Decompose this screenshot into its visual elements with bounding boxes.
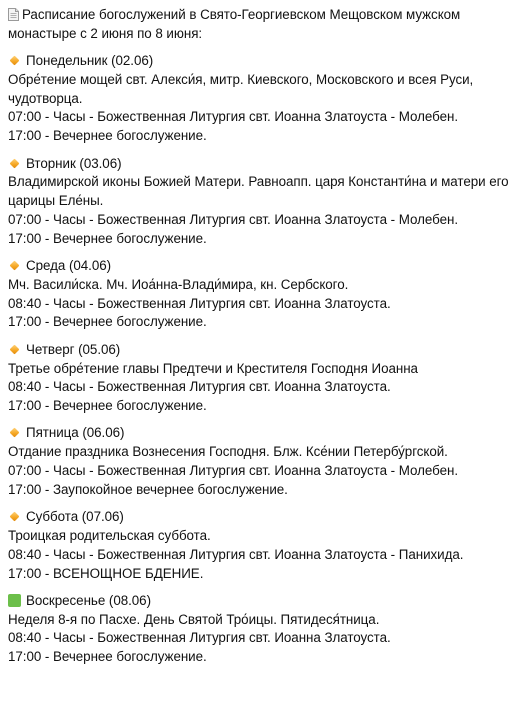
feast-description: Третье обре́тение главы Предтечи и Крестителя Господня Иоанна — [8, 360, 418, 376]
orange-diamond-icon — [10, 428, 20, 438]
service-line: 17:00 - Вечернее богослужение. — [8, 230, 207, 246]
day-block — [8, 508, 525, 583]
day-block — [8, 52, 525, 146]
day-block — [8, 155, 525, 249]
service-line: 08:40 - Часы - Божественная Литургия свт. Иоанна Златоуста. — [8, 630, 391, 646]
service-line: 17:00 - Вечернее богослужение. — [8, 128, 207, 144]
services-list — [8, 629, 525, 667]
day-label: Воскресенье (08.06) — [26, 592, 151, 608]
days-list — [8, 52, 525, 667]
service-line: 17:00 - Вечернее богослужение. — [8, 314, 207, 330]
service-line: 07:00 - Часы - Божественная Литургия свт. Иоанна Златоуста - Молебен. — [8, 109, 458, 125]
service-line: 17:00 - ВСЕНОЩНОЕ БДЕНИЕ. — [8, 565, 204, 581]
service-line: 08:40 - Часы - Божественная Литургия свт. Иоанна Златоуста. — [8, 295, 391, 311]
service-line: 07:00 - Часы - Божественная Литургия свт. Иоанна Златоуста - Молебен. — [8, 463, 458, 479]
feast-description: Обре́тение мощей свт. Алекси́я, митр. Киевского, Московского и всея Руси, чудотворца. — [8, 71, 474, 106]
document-icon — [8, 8, 19, 21]
services-list — [8, 546, 525, 584]
schedule-title — [8, 6, 525, 44]
day-block — [8, 424, 525, 499]
services-list — [8, 211, 525, 249]
service-line: 17:00 - Вечернее богослужение. — [8, 649, 207, 665]
services-list — [8, 462, 525, 500]
service-line: 08:40 - Часы - Божественная Литургия свт. Иоанна Златоуста - Панихида. — [8, 546, 464, 562]
feast-description: Владимирской иконы Божией Матери. Равноапп. царя Константи́на и матери его царицы Еле́ны. — [8, 174, 509, 209]
orange-diamond-icon — [10, 344, 20, 354]
day-label: Суббота (07.06) — [26, 509, 124, 525]
services-list — [8, 295, 525, 333]
service-line: 08:40 - Часы - Божественная Литургия свт. Иоанна Златоуста. — [8, 379, 391, 395]
orange-diamond-icon — [10, 56, 20, 66]
day-heading — [8, 592, 525, 611]
day-label: Вторник (03.06) — [26, 155, 122, 171]
day-block — [8, 257, 525, 332]
service-line: 17:00 - Вечернее богослужение. — [8, 398, 207, 414]
feast-description: Неделя 8-я по Пасхе. День Святой Тро́ицы. Пятидеся́тница. — [8, 611, 380, 627]
day-heading — [8, 341, 525, 360]
day-heading — [8, 424, 525, 443]
day-heading — [8, 508, 525, 527]
day-label: Пятница (06.06) — [26, 425, 125, 441]
orange-diamond-icon — [10, 158, 20, 168]
day-label: Среда (04.06) — [26, 258, 112, 274]
service-line: 07:00 - Часы - Божественная Литургия свт. Иоанна Златоуста - Молебен. — [8, 211, 458, 227]
orange-diamond-icon — [10, 512, 20, 522]
schedule-title-text: Расписание богослужений в Свято-Георгиевском Мещовском мужском монастыре с 2 июня по 8 июня: — [8, 7, 461, 41]
services-list — [8, 108, 525, 146]
feast-description: Отдание праздника Вознесения Господня. Блж. Ксе́нии Петербу́ргской. — [8, 444, 448, 460]
day-block — [8, 341, 525, 416]
green-square-icon — [8, 594, 21, 607]
orange-diamond-icon — [10, 261, 20, 271]
day-heading — [8, 155, 525, 174]
feast-description: Троицкая родительская суббота. — [8, 527, 211, 543]
day-label: Четверг (05.06) — [26, 341, 121, 357]
day-heading — [8, 257, 525, 276]
service-line: 17:00 - Заупокойное вечернее богослужение. — [8, 481, 288, 497]
day-block — [8, 592, 525, 667]
day-heading — [8, 52, 525, 71]
day-label: Понедельник (02.06) — [26, 53, 154, 69]
feast-description: Мч. Васили́ска. Мч. Иоа́нна-Влади́мира, кн. Сербского. — [8, 276, 349, 292]
services-list — [8, 378, 525, 416]
